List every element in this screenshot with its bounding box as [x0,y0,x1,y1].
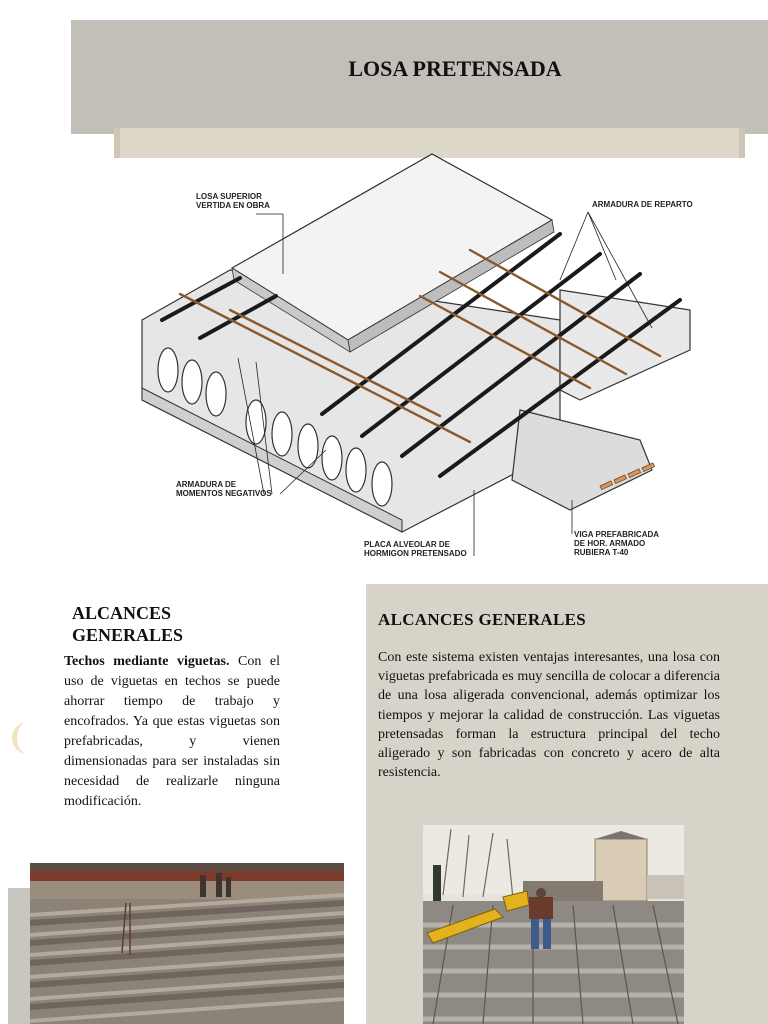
construction-photo-right [423,825,684,1024]
left-body-lead: Techos mediante viguetas. [64,654,230,669]
left-column [64,602,280,812]
slab-diagram [140,150,700,570]
callout-losa-superior: LOSA SUPERIOR VERTIDA EN OBRA [196,192,270,210]
construction-photo-left [30,863,344,1024]
right-heading: ALCANCES GENERALES [378,610,587,629]
left-body [64,652,280,812]
callout-viga-prefabricada: VIGA PREFABRICADA DE HOR. ARMADO RUBIERA T-40 [574,530,660,557]
left-heading: ALCANCES GENERALES [72,603,184,645]
callout-armadura-reparto: ARMADURA DE REPARTO [592,200,693,209]
side-decoration [8,888,32,1024]
right-body: Con este sistema existen ventajas interesantes, una losa con viguetas prefabricada es muy sencilla de colocar a diferencia de una losa aligerada convencional, además optimizar los tiempos y mejorar la calidad de construcción. Las viguetas pretensadas forman la estructura principal del techo aligerado y son fabricadas con concreto y acero de alta resistencia. [378,650,720,781]
callout-armadura-momentos: ARMADURA DE MOMENTOS NEGATIVOS [176,480,272,498]
callout-placa-alveolar: PLACA ALVEOLAR DE HORMIGON PRETENSADO [364,540,467,558]
slab-diagram-illustration [140,150,700,570]
page-title: LOSA PRETENSADA [348,56,562,81]
crescent-decoration [12,720,34,756]
left-body-text: Con el uso de viguetas en techos se puede ahorrar tiempo de trabajo y encofrados. Ya que estas viguetas son prefabricadas, y vienen dimensionadas para ser instaladas sin necesidad de realizarle ninguna modificación. [64,654,280,809]
